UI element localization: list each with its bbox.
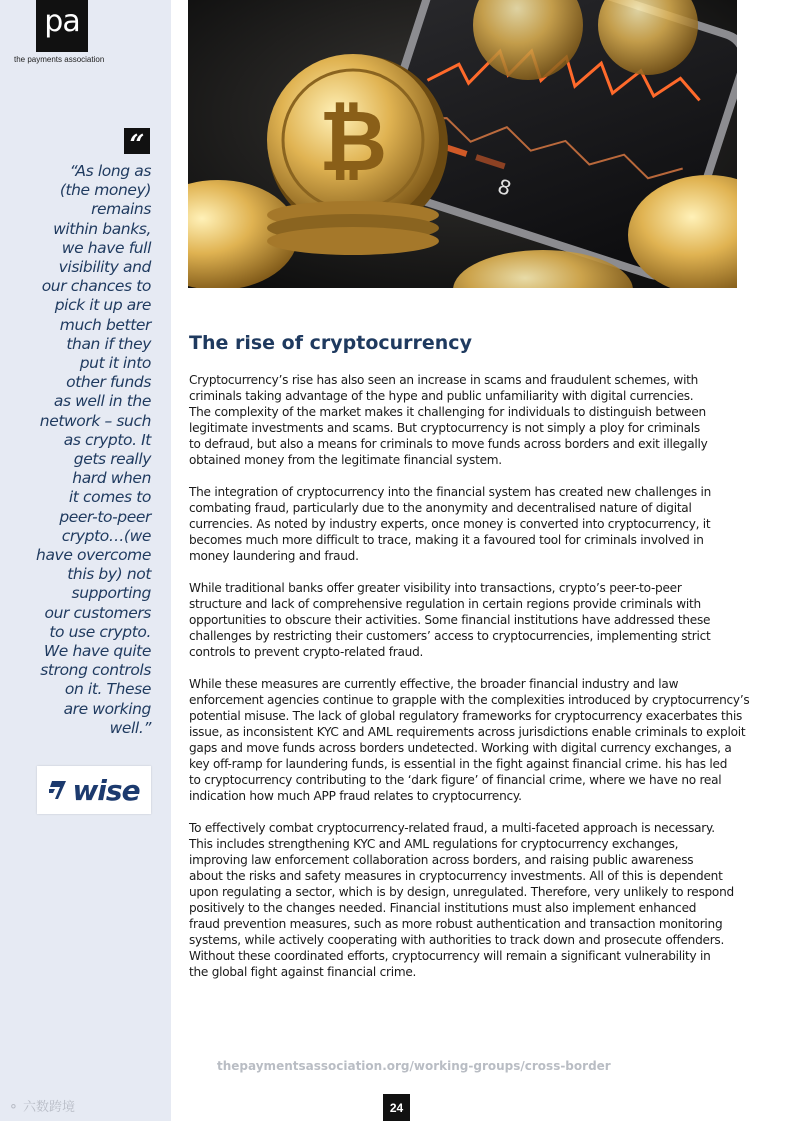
logo-caption: the payments association: [14, 55, 105, 64]
pull-quote: [11, 162, 151, 738]
svg-text:8: 8: [494, 173, 515, 201]
watermark: [8, 1096, 75, 1115]
article-paragraph: [189, 484, 737, 564]
article-line: To effectively combat cryptocurrency-related fraud, a multi-faceted approach is necessary.: [189, 821, 715, 835]
page-number: 24: [383, 1094, 410, 1121]
pull-quote-line: visibility and: [58, 258, 151, 277]
pull-quote-line: pick it up are: [54, 296, 151, 315]
svg-text:₿: ₿: [318, 92, 388, 190]
article-line: becomes much more difficult to trace, making it a favoured tool for criminals involved in: [189, 533, 704, 547]
watermark-text: 六数跨境: [23, 1100, 76, 1115]
article-line: gaps and move funds across borders undetected. Working with digital currency exchanges, a: [189, 741, 732, 755]
pull-quote-line: as well in the: [53, 392, 151, 411]
footer-url[interactable]: thepaymentsassociation.org/working-groups/cross-border: [217, 1059, 611, 1073]
wise-logo[interactable]: [37, 766, 151, 814]
pull-quote-line: network – such: [39, 411, 151, 430]
pull-quote-line: (the money): [59, 181, 151, 200]
article-line: obtained money from the legitimate financial system.: [189, 453, 502, 467]
pull-quote-line: supporting: [71, 584, 151, 603]
pull-quote-line: “As long as: [69, 162, 151, 180]
article-line: to defraud, but also a means for criminals to move funds across borders and exit illegally: [189, 437, 708, 451]
pull-quote-line: within banks,: [53, 219, 151, 238]
watermark-logo-icon: ⚬: [8, 1100, 19, 1115]
pull-quote-line: this by) not: [67, 565, 151, 584]
article-line: money laundering and fraud.: [189, 549, 359, 563]
article-line: criminals taking advantage of the hype and public unfamiliarity with digital currencies.: [189, 389, 694, 403]
pull-quote-line: are working: [63, 699, 151, 718]
quote-mark-icon: “: [124, 128, 150, 154]
pull-quote-line: put it into: [79, 354, 151, 373]
article-line: issue, as inconsistent KYC and AML requirements across jurisdictions enable criminals to exploit: [189, 725, 746, 739]
wise-flag-icon: [48, 779, 68, 801]
article-paragraph: [189, 580, 737, 660]
article-line: fraud prevention measures, such as more robust authentication and transaction monitoring: [189, 917, 723, 931]
wise-logo-text: wise: [72, 773, 140, 807]
article-line: positively to the changes needed. Financial institutions must also implement enhanced: [189, 901, 697, 915]
pull-quote-line: our chances to: [41, 277, 151, 296]
article-paragraph: [189, 676, 750, 804]
article-line: combating fraud, particularly due to the anonymity and decentralised nature of digital: [189, 501, 692, 515]
article-line: legitimate investments and scams. But cryptocurrency is not simply a ploy for criminals: [189, 421, 700, 435]
article-paragraph: [189, 372, 737, 468]
article-line: systems, while actively cooperating with authorities to track down and prosecute offenders.: [189, 933, 725, 947]
article-line: about the risks and safety measures in cryptocurrency investments. All of this is dependent: [189, 869, 723, 883]
pull-quote-line: strong controls: [40, 661, 151, 680]
pull-quote-line: remains: [91, 200, 151, 219]
article-line: This includes strengthening KYC and AML regulations for cryptocurrency exchanges,: [189, 837, 679, 851]
pull-quote-line: peer-to-peer: [59, 507, 151, 526]
article-line: While traditional banks offer greater visibility into transactions, crypto’s peer-to-peer: [189, 581, 682, 595]
article-paragraph: [189, 820, 737, 980]
article-line: controls to prevent crypto-related fraud.: [189, 645, 424, 659]
sidebar: [0, 0, 171, 1121]
pull-quote-line: We have quite: [43, 642, 151, 661]
pull-quote-line: our customers: [44, 603, 151, 622]
article-line: structure and lack of comprehensive regulation in certain regions provide criminals with: [189, 597, 701, 611]
article-line: The complexity of the market makes it challenging for individuals to distinguish between: [189, 405, 706, 419]
article-line: the global fight against financial crime.: [189, 965, 417, 979]
article-line: upon regulating a sector, which is by design, unregulated. Therefore, very unlikely to respond: [189, 885, 734, 899]
article-line: currencies. As noted by industry experts, once money is converted into cryptocurrency, it: [189, 517, 711, 531]
pull-quote-line: well.”: [109, 718, 151, 737]
pull-quote-line: than if they: [66, 334, 151, 353]
pull-quote-line: crypto…(we: [61, 526, 151, 545]
article-line: challenges by restricting their customers’ access to cryptocurrencies, implementing strict: [189, 629, 711, 643]
section-title: The rise of cryptocurrency: [189, 332, 472, 354]
article-line: enforcement agencies continue to grapple with the complexities introduced by cryptocurrency’s: [189, 693, 750, 707]
article-line: improving law enforcement collaboration across borders, and raising public awareness: [189, 853, 694, 867]
pull-quote-line: much better: [59, 315, 151, 334]
pull-quote-line: have overcome: [36, 546, 151, 565]
pull-quote-line: on it. These: [64, 680, 151, 699]
pull-quote-line: to use crypto.: [49, 622, 151, 641]
article-line: to cryptocurrency contributing to the ‘dark figure’ of financial crime, where we have no real: [189, 773, 722, 787]
article-line: potential misuse. The lack of global regulatory frameworks for cryptocurrency exacerbates this: [189, 709, 743, 723]
article-line: The integration of cryptocurrency into the financial system has created new challenges in: [189, 485, 712, 499]
pull-quote-line: gets really: [73, 450, 151, 469]
article-line: key off-ramp for laundering funds, is essential in the fight against financial crime. his has led: [189, 757, 728, 771]
hero-image: [188, 0, 737, 288]
article-line: opportunities to obscure their activities. Some financial institutions have addressed these: [189, 613, 711, 627]
pull-quote-line: hard when: [72, 469, 151, 488]
pull-quote-line: we have full: [61, 238, 151, 257]
pa-logo[interactable]: [36, 0, 88, 52]
article-line: While these measures are currently effective, the broader financial industry and law: [189, 677, 679, 691]
bitcoin-coins-smartphone-photo: [188, 0, 737, 288]
pa-logo-text: pa: [44, 4, 80, 39]
pull-quote-line: as crypto. It: [63, 430, 151, 449]
article-line: indication how much APP fraud relates to cryptocurrency.: [189, 789, 522, 803]
article-line: Cryptocurrency’s rise has also seen an increase in scams and fraudulent schemes, with: [189, 373, 699, 387]
pull-quote-line: it comes to: [68, 488, 151, 507]
article-body: [189, 372, 750, 996]
article-line: Without these coordinated efforts, cryptocurrency will remain a significant vulnerability in: [189, 949, 711, 963]
pull-quote-line: other funds: [66, 373, 151, 392]
